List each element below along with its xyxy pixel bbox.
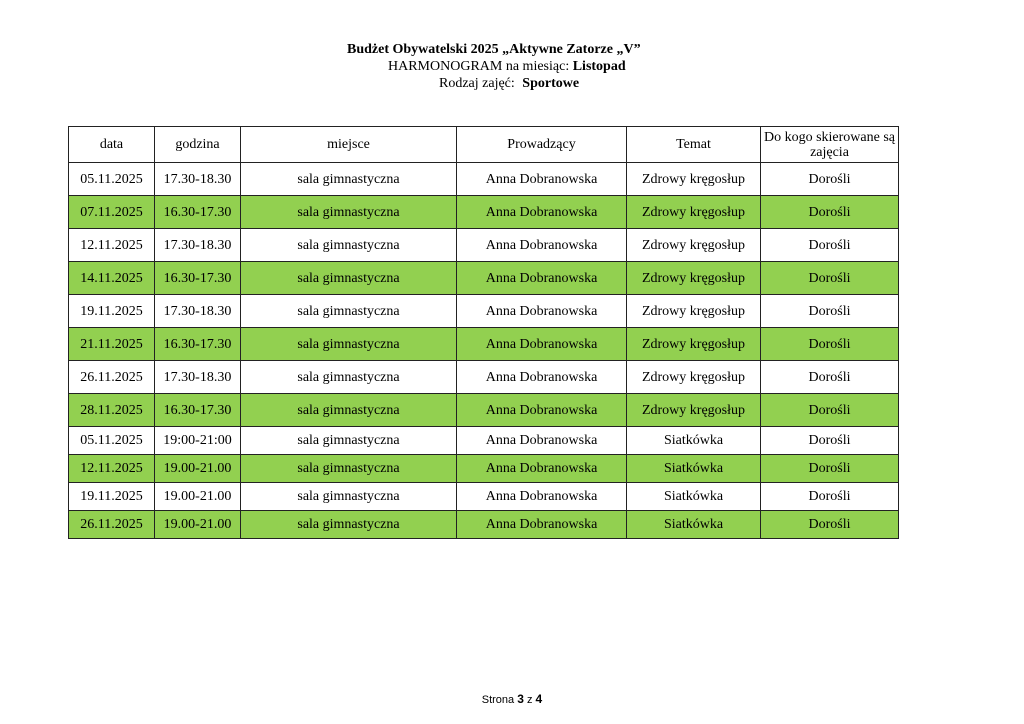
- cell-date: 05.11.2025: [69, 427, 155, 455]
- cell-date: 12.11.2025: [69, 229, 155, 262]
- cell-time: 16.30-17.30: [155, 394, 241, 427]
- schedule-prefix: HARMONOGRAM na miesiąc:: [388, 59, 570, 74]
- cell-audience: Dorośli: [761, 455, 899, 483]
- cell-audience: Dorośli: [761, 361, 899, 394]
- page-number: 3: [517, 692, 524, 706]
- cell-audience: Dorośli: [761, 196, 899, 229]
- cell-audience: Dorośli: [761, 427, 899, 455]
- cell-topic: Zdrowy kręgosłup: [627, 295, 761, 328]
- cell-place: sala gimnastyczna: [241, 328, 457, 361]
- activity-line: [439, 76, 579, 92]
- cell-date: 19.11.2025: [69, 295, 155, 328]
- cell-topic: Zdrowy kręgosłup: [627, 361, 761, 394]
- cell-date: 19.11.2025: [69, 483, 155, 511]
- cell-topic: Zdrowy kręgosłup: [627, 394, 761, 427]
- table-row: [69, 511, 899, 539]
- cell-date: 26.11.2025: [69, 511, 155, 539]
- cell-instructor: Anna Dobranowska: [457, 196, 627, 229]
- cell-place: sala gimnastyczna: [241, 229, 457, 262]
- cell-date: 21.11.2025: [69, 328, 155, 361]
- document-title: Budżet Obywatelski 2025 „Aktywne Zatorze „V”: [347, 42, 641, 57]
- schedule-line: [388, 59, 626, 75]
- cell-instructor: Anna Dobranowska: [457, 295, 627, 328]
- table-row: [69, 455, 899, 483]
- cell-time: 17.30-18.30: [155, 361, 241, 394]
- cell-audience: Dorośli: [761, 328, 899, 361]
- cell-place: sala gimnastyczna: [241, 163, 457, 196]
- cell-place: sala gimnastyczna: [241, 262, 457, 295]
- cell-audience: Dorośli: [761, 511, 899, 539]
- column-header-audience: Do kogo skierowane są zajęcia: [761, 127, 899, 163]
- cell-instructor: Anna Dobranowska: [457, 511, 627, 539]
- cell-time: 16.30-17.30: [155, 196, 241, 229]
- cell-instructor: Anna Dobranowska: [457, 163, 627, 196]
- schedule-table: [68, 126, 899, 539]
- cell-audience: Dorośli: [761, 394, 899, 427]
- cell-time: 16.30-17.30: [155, 262, 241, 295]
- column-header-date: data: [69, 127, 155, 163]
- cell-topic: Siatkówka: [627, 511, 761, 539]
- cell-audience: Dorośli: [761, 163, 899, 196]
- column-header-topic: Temat: [627, 127, 761, 163]
- cell-instructor: Anna Dobranowska: [457, 455, 627, 483]
- cell-time: 19.00-21.00: [155, 511, 241, 539]
- cell-audience: Dorośli: [761, 262, 899, 295]
- cell-time: 19:00-21:00: [155, 427, 241, 455]
- cell-audience: Dorośli: [761, 229, 899, 262]
- cell-place: sala gimnastyczna: [241, 455, 457, 483]
- activity-type: Sportowe: [522, 76, 580, 91]
- cell-place: sala gimnastyczna: [241, 361, 457, 394]
- cell-time: 16.30-17.30: [155, 328, 241, 361]
- page-footer: [0, 692, 1024, 706]
- column-header-place: miejsce: [241, 127, 457, 163]
- cell-topic: Siatkówka: [627, 427, 761, 455]
- table-row: [69, 427, 899, 455]
- page-of-label: z: [526, 694, 533, 706]
- cell-place: sala gimnastyczna: [241, 511, 457, 539]
- table-header-row: [69, 127, 899, 163]
- cell-place: sala gimnastyczna: [241, 483, 457, 511]
- table-row: [69, 196, 899, 229]
- cell-audience: Dorośli: [761, 295, 899, 328]
- cell-topic: Zdrowy kręgosłup: [627, 196, 761, 229]
- column-header-time: godzina: [155, 127, 241, 163]
- cell-time: 19.00-21.00: [155, 483, 241, 511]
- page-label: Strona: [481, 694, 515, 706]
- cell-time: 17.30-18.30: [155, 229, 241, 262]
- cell-audience: Dorośli: [761, 483, 899, 511]
- table-row: [69, 262, 899, 295]
- cell-date: 12.11.2025: [69, 455, 155, 483]
- cell-topic: Siatkówka: [627, 455, 761, 483]
- cell-topic: Zdrowy kręgosłup: [627, 229, 761, 262]
- cell-topic: Siatkówka: [627, 483, 761, 511]
- table-row: [69, 394, 899, 427]
- cell-instructor: Anna Dobranowska: [457, 229, 627, 262]
- cell-instructor: Anna Dobranowska: [457, 394, 627, 427]
- cell-date: 14.11.2025: [69, 262, 155, 295]
- cell-place: sala gimnastyczna: [241, 295, 457, 328]
- cell-instructor: Anna Dobranowska: [457, 328, 627, 361]
- cell-time: 19.00-21.00: [155, 455, 241, 483]
- schedule-month: Listopad: [572, 59, 626, 74]
- activity-prefix: Rodzaj zajęć:: [439, 76, 515, 91]
- column-header-instructor: Prowadzący: [457, 127, 627, 163]
- table-row: [69, 295, 899, 328]
- cell-date: 28.11.2025: [69, 394, 155, 427]
- cell-topic: Zdrowy kręgosłup: [627, 328, 761, 361]
- cell-instructor: Anna Dobranowska: [457, 483, 627, 511]
- table-row: [69, 229, 899, 262]
- cell-time: 17.30-18.30: [155, 163, 241, 196]
- table-row: [69, 483, 899, 511]
- table-row: [69, 328, 899, 361]
- cell-place: sala gimnastyczna: [241, 427, 457, 455]
- cell-time: 17.30-18.30: [155, 295, 241, 328]
- cell-instructor: Anna Dobranowska: [457, 361, 627, 394]
- cell-date: 05.11.2025: [69, 163, 155, 196]
- cell-date: 07.11.2025: [69, 196, 155, 229]
- cell-date: 26.11.2025: [69, 361, 155, 394]
- table-row: [69, 361, 899, 394]
- cell-place: sala gimnastyczna: [241, 394, 457, 427]
- cell-place: sala gimnastyczna: [241, 196, 457, 229]
- page-total: 4: [535, 692, 543, 706]
- cell-instructor: Anna Dobranowska: [457, 262, 627, 295]
- cell-instructor: Anna Dobranowska: [457, 427, 627, 455]
- cell-topic: Zdrowy kręgosłup: [627, 163, 761, 196]
- table-row: [69, 163, 899, 196]
- cell-topic: Zdrowy kręgosłup: [627, 262, 761, 295]
